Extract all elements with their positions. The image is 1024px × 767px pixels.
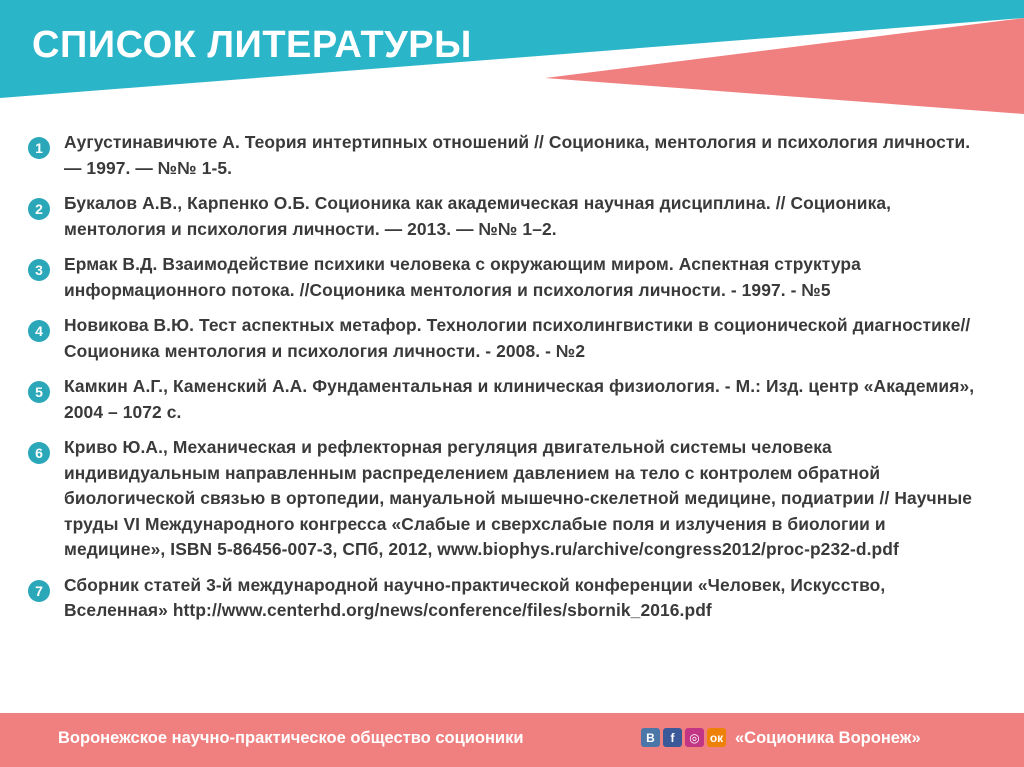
reference-item — [0, 313, 1024, 364]
reference-text: Новикова В.Ю. Тест аспектных метафор. Технологии психолингвистики в соционической диагностике//Соционика ментология и психология личности. - 2008. - №2 — [64, 315, 971, 361]
instagram-icon[interactable]: ◎ — [685, 728, 704, 747]
footer-brand: «Соционика Воронеж» — [735, 729, 921, 747]
reference-text: Камкин А.Г., Каменский А.А. Фундаментальная и клиническая физиология. - М.: Изд. центр «Академия», 2004 – 1072 с. — [64, 376, 975, 422]
reference-number-badge: 5 — [28, 381, 50, 403]
reference-item — [0, 191, 1024, 242]
reference-text: Сборник статей 3-й международной научно-практической конференции «Человек, Искусство, Вселенная» http://www.centerhd.org/news/conference/files/sbornik_2016.pdf — [64, 574, 886, 620]
reference-text: Криво Ю.А., Механическая и рефлекторная регуляция двигательной системы человека индивидуальным направленным распределением давлением на тело с контролем обратной биологической связью в ортопедии, мануальной мышечно-скелетной медицине, подиатрии // Научные труды VI Международного конгресса «Слабые и сверхслабые поля и излучения в биологии и медицине», ISBN 5-86456-007-3, СПб, 2012, www.biophys.ru/archive/congress2012/proc-p232-d.pdf — [64, 437, 973, 559]
page-title: СПИСОК ЛИТЕРАТУРЫ — [32, 24, 472, 66]
reference-item — [0, 130, 1024, 181]
reference-number-badge: 4 — [28, 320, 50, 342]
reference-text: Букалов А.В., Карпенко О.Б. Соционика как академическая научная дисциплина. // Соционика, ментология и психология личности. — 2013. — №№ 1–2. — [64, 193, 892, 239]
footer-bar — [0, 713, 1024, 767]
reference-text: Ермак В.Д. Взаимодействие психики человека с окружающим миром. Аспектная структура информационного потока. //Соционика ментология и психология личности. - 1997. - №5 — [64, 254, 861, 300]
header-banner — [0, 0, 1024, 130]
reference-item — [0, 435, 1024, 563]
reference-number-badge: 7 — [28, 580, 50, 602]
reference-item — [0, 374, 1024, 425]
reference-number-badge: 3 — [28, 259, 50, 281]
reference-number-badge: 6 — [28, 442, 50, 464]
vk-icon[interactable]: В — [641, 728, 660, 747]
reference-item — [0, 252, 1024, 303]
reference-number-badge: 1 — [28, 137, 50, 159]
facebook-icon[interactable]: f — [663, 728, 682, 747]
reference-number-badge: 2 — [28, 198, 50, 220]
reference-text: Аугустинавичюте А. Теория интертипных отношений // Соционика, ментология и психология личности. — 1997. — №№ 1-5. — [64, 132, 971, 178]
reference-item — [0, 573, 1024, 624]
footer-organization: Воронежское научно-практическое общество соционики — [58, 729, 524, 747]
reference-list — [0, 130, 1024, 634]
social-icons — [641, 728, 726, 747]
odnoklassniki-icon[interactable]: ок — [707, 728, 726, 747]
